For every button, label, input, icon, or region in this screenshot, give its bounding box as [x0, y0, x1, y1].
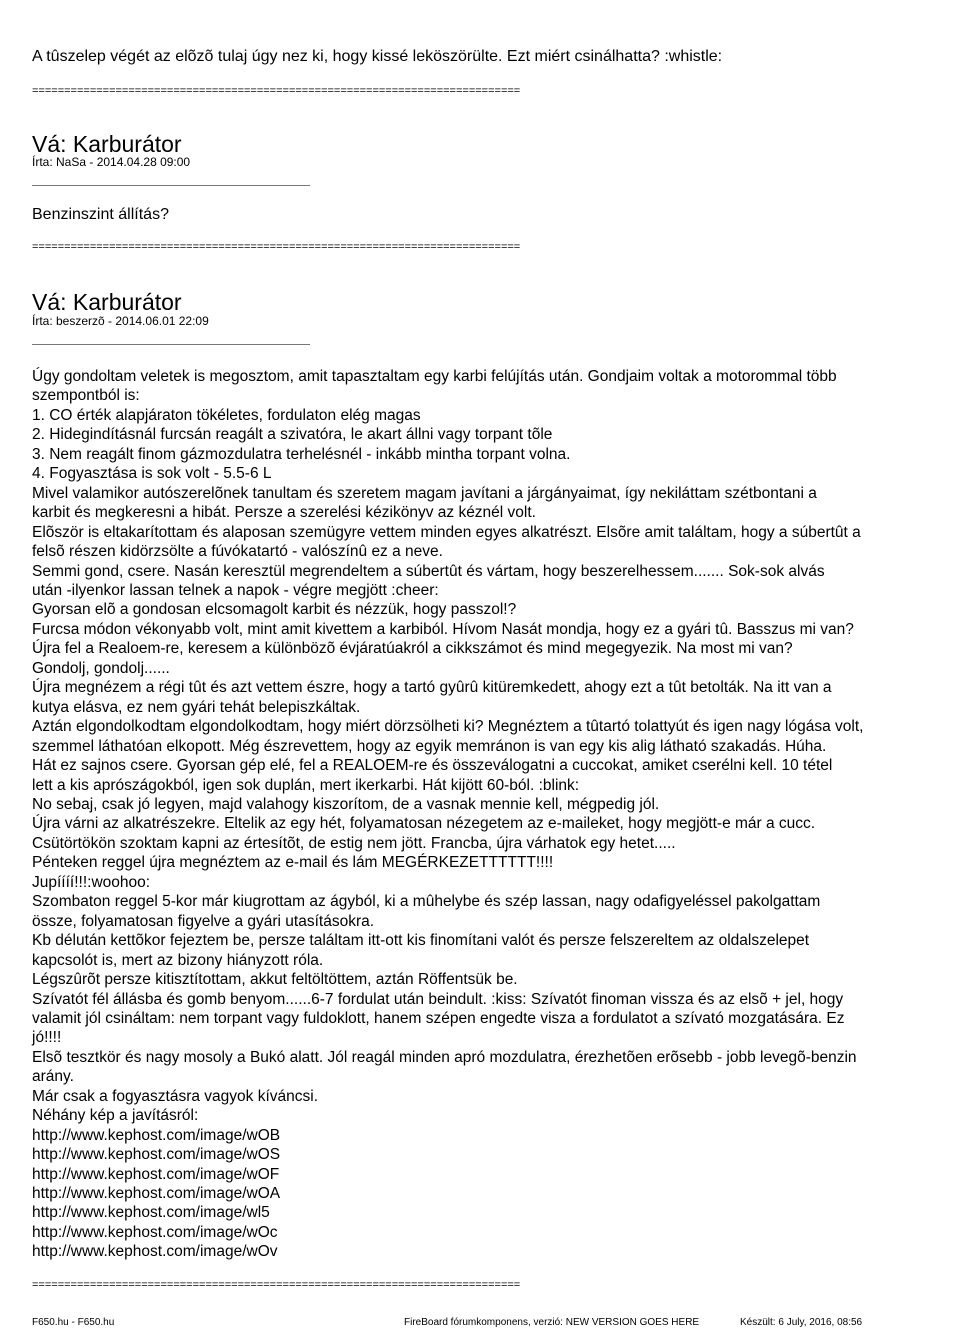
body-line: Néhány kép a javításról: — [32, 1107, 199, 1125]
image-link[interactable]: http://www.kephost.com/image/wOA — [32, 1185, 281, 1203]
image-link[interactable]: http://www.kephost.com/image/wl5 — [32, 1204, 270, 1222]
image-link[interactable]: http://www.kephost.com/image/wOv — [32, 1243, 278, 1261]
body-line: Pénteken reggel újra megnéztem az e-mail és lám MEGÉRKEZETTTTTT!!!! — [32, 854, 554, 872]
body-line: Újra megnézem a régi tût és azt vettem észre, hogy a tartó gyûrû kitüremkedett, ahogy ezt a tût betolták. Na itt van a — [32, 679, 832, 697]
footer-component: FireBoard fórumkomponens, verzió: NEW VERSION GOES HERE — [404, 1317, 700, 1328]
body-line: kapcsolót is, mert az bizony hiányzott róla. — [32, 951, 324, 969]
footer-created: Készült: 6 July, 2016, 08:56 — [740, 1317, 863, 1328]
post-separator: ============================================================================ — [32, 85, 521, 97]
footer-site: F650.hu - F650.hu — [32, 1317, 115, 1328]
body-line: Hát ez sajnos csere. Gyorsan gép elé, fel a REALOEM-re és összeválogatni a cuccokat, amiket cserélni kell. 10 tétel — [32, 757, 833, 775]
body-line: valamit jól csináltam: nem torpant vagy fuldoklott, hanem szépen engedte visza a fordulatot a szívató mozgatására. Ez — [32, 1009, 845, 1027]
body-line: Kb délután kettõkor fejeztem be, persze találtam itt-ott kis finomítani valót és persze felszereltem az oldalszelepet — [32, 932, 810, 950]
body-line: 1. CO érték alapjáraton tökéletes, fordulaton elég magas — [32, 406, 421, 424]
body-line: Csütörtökön szoktam kapni az értesítõt, de estig nem jött. Francba, újra várhatok egy hetet..... — [32, 834, 676, 852]
post-title: Vá: Karburátor — [32, 289, 182, 315]
body-line: Újra várni az alkatrészekre. Eltelik az egy hét, folyamatosan nézegetem az e-maileket, hogy megjött-e már a cucc. — [32, 815, 816, 833]
body-line: Újra fel a Realoem-re, keresem a különbözõ évjáratúakról a cikkszámot és mind megegyezik. Na most mi van? — [32, 640, 793, 658]
body-line: szempontból is: — [32, 387, 140, 405]
body-line: arány. — [32, 1068, 74, 1086]
body-line: Gyorsan elõ a gondosan elcsomagolt karbit és nézzük, hogy passzol!? — [32, 601, 517, 619]
post-meta: Írta: NaSa - 2014.04.28 09:00 — [32, 155, 191, 169]
body-line: 4. Fogyasztása is sok volt - 5.5-6 L — [32, 465, 272, 483]
body-line: Elsõ tesztkör és nagy mosoly a Bukó alatt. Jól reagál minden apró mozdulatra, érezhetõen erõsebb - jobb levegõ-benzin — [32, 1048, 857, 1066]
body-line: 3. Nem reagált finom gázmozdulatra terhelésnél - inkább mintha torpant volna. — [32, 445, 571, 463]
body-line: Már csak a fogyasztásra vagyok kíváncsi. — [32, 1087, 319, 1105]
previous-post-text: A tûszelep végét az elõzõ tulaj úgy nez ki, hogy kissé leköszörülte. Ezt miért csinálhatta? :whistle: — [32, 48, 723, 65]
image-link[interactable]: http://www.kephost.com/image/wOF — [32, 1165, 280, 1183]
body-line: felsõ részen kidörzsölte a fúvókatartó - valószínû ez a neve. — [32, 543, 443, 561]
body-line: karbit és megkeresni a hibát. Persze a szerelési kézikönyv az kéznél volt. — [32, 504, 536, 522]
body-line: Mivel valamikor autószerelõnek tanultam és szeretem magam javítani a járgányaimat, így nekiláttam szétbontani a — [32, 484, 817, 502]
body-line: Elõször is eltakarítottam és alaposan szemügyre vettem minden egyes alkatrészt. Elsõre amit találtam, hogy a súbertût a — [32, 523, 861, 541]
body-line: szemmel láthatóan elkopott. Még észrevettem, hogy az egyik memránon is van egy kis alig látható szakadás. Húha. — [32, 737, 827, 755]
body-line: után -ilyenkor lassan telnek a napok - végre megjött :cheer: — [32, 581, 439, 599]
body-line: össze, folyamatosan figyelve a gyári utasításokra. — [32, 912, 375, 930]
post-body — [32, 367, 928, 1262]
body-line: Semmi gond, csere. Nasán keresztül megrendeltem a súbertût és vártam, hogy beszerelhessem....... Sok-sok alvás — [32, 562, 825, 580]
post-separator: ============================================================================ — [32, 241, 521, 253]
body-line: Szombaton reggel 5-kor már kiugrottam az ágyból, ki a mûhelybe és szép lassan, nagy odafigyeléssel pakolgattam — [32, 893, 821, 911]
post-title: Vá: Karburátor — [32, 131, 182, 157]
body-line: Gondolj, gondolj...... — [32, 659, 170, 677]
body-line: Úgy gondoltam veletek is megosztom, amit tapasztaltam egy karbi felújítás után. Gondjaim voltak a motorommal több — [32, 368, 837, 385]
body-line: lett a kis aprószágokból, igen sok duplán, mert ikerkarbi. Hát kijött 60-ból. :blink: — [32, 776, 580, 794]
post-divider — [32, 344, 310, 345]
body-line: kutya elásva, ez nem gyári tehát belepiszkáltak. — [32, 698, 361, 716]
body-line: Szívatót fél állásba és gomb benyom......6-7 fordulat után beindult. :kiss: Szívatót finoman vissza és az elsõ + jel, hogy — [32, 990, 844, 1008]
body-line: No sebaj, csak jó legyen, majd valahogy kiszorítom, de a vasnak mennie kell, mégpedig jól. — [32, 795, 660, 813]
post-body: Benzinszint állítás? — [32, 206, 169, 223]
post-divider — [32, 185, 310, 186]
image-link[interactable]: http://www.kephost.com/image/wOS — [32, 1146, 281, 1164]
body-line: Légszûrõt persze kitisztítottam, akkut feltöltöttem, aztán Röffentsük be. — [32, 971, 518, 989]
body-line: Jupíííí!!!:woohoo: — [32, 873, 151, 891]
image-link[interactable]: http://www.kephost.com/image/wOB — [32, 1126, 281, 1144]
post-meta: Írta: beszerzõ - 2014.06.01 22:09 — [32, 314, 209, 328]
body-line: 2. Hidegindításnál furcsán reagált a szivatóra, le akart állni vagy torpant tõle — [32, 426, 553, 444]
image-link[interactable]: http://www.kephost.com/image/wOc — [32, 1223, 278, 1241]
body-line: jó!!!! — [32, 1029, 62, 1047]
body-line: Aztán elgondolkodtam elgondolkodtam, hogy miért dörzsölheti ki? Megnéztem a tûtartó tolattyút és igen nagy lógása volt, — [32, 718, 864, 736]
body-line: Furcsa módon vékonyabb volt, mint amit kivettem a karbiból. Hívom Nasát mondja, hogy ez a gyári tû. Basszus mi van? — [32, 620, 854, 638]
post-separator: ============================================================================ — [32, 1279, 521, 1291]
